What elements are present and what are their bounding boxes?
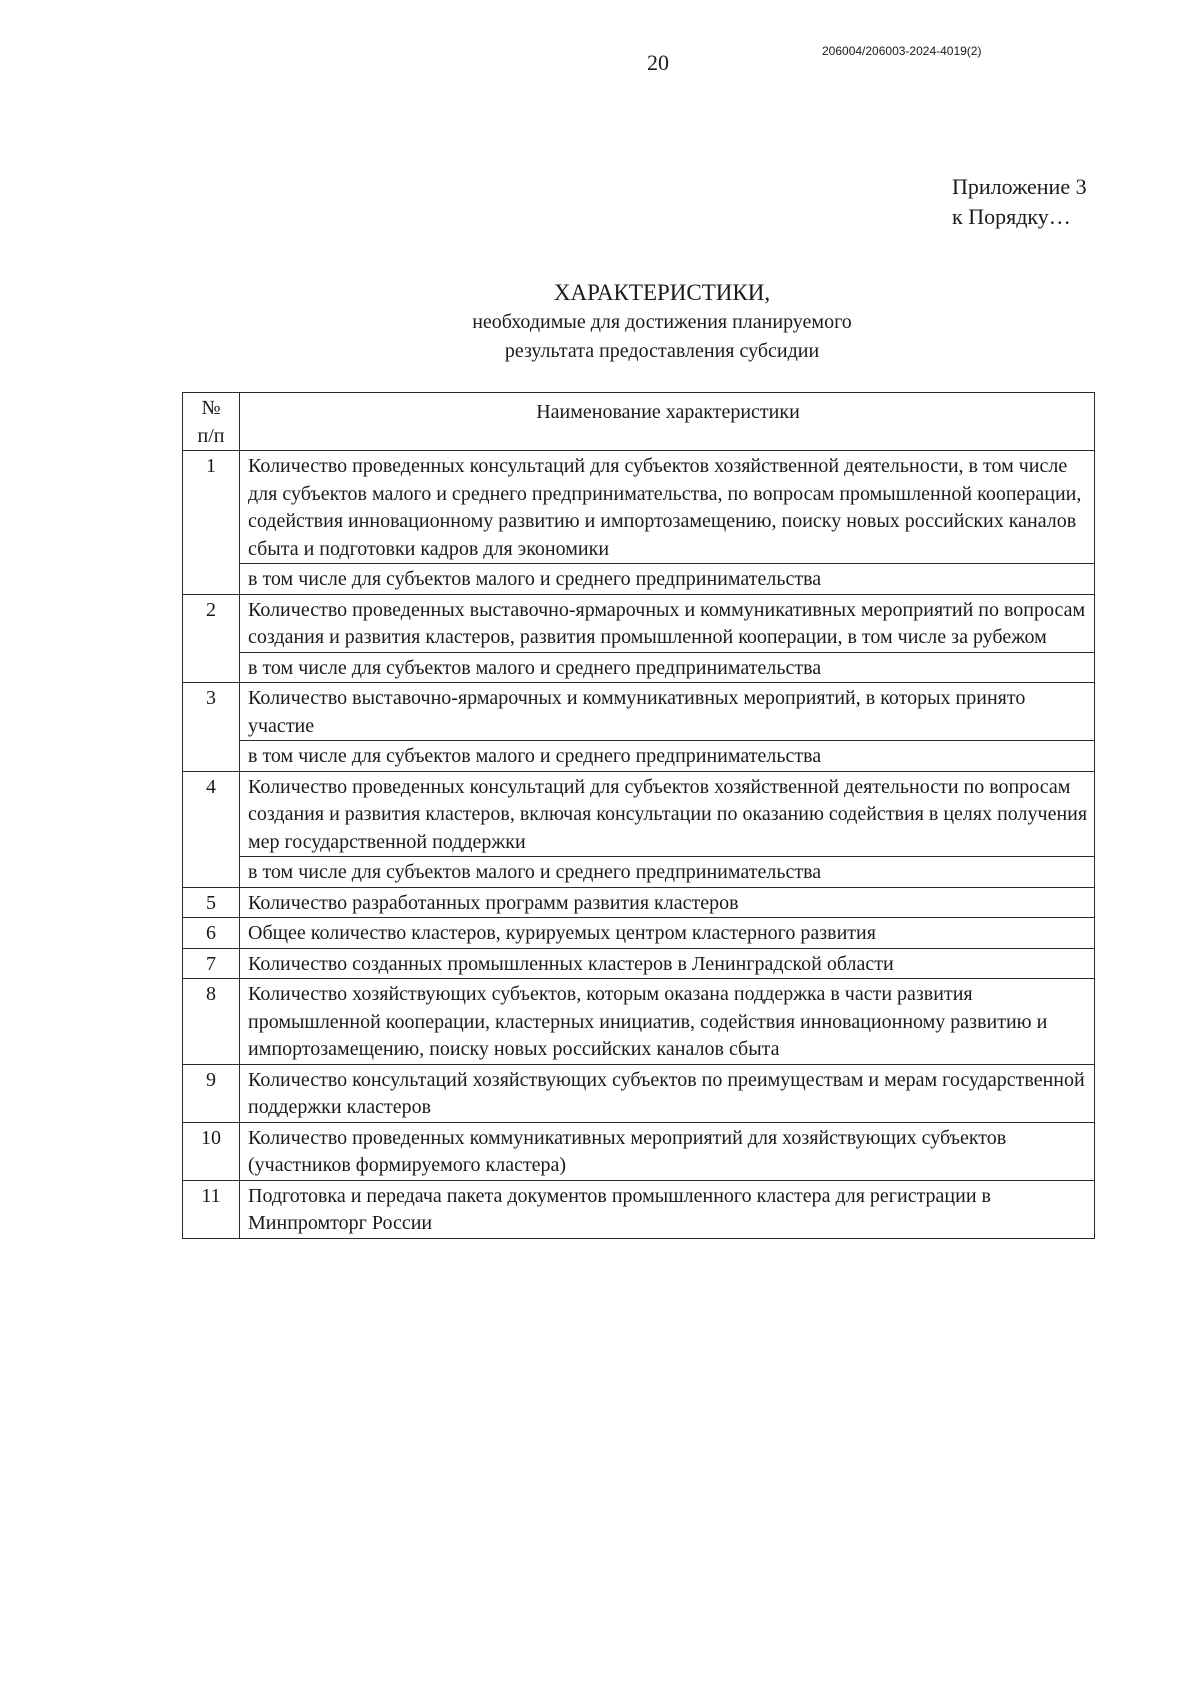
title-main: ХАРАКТЕРИСТИКИ, bbox=[553, 280, 771, 305]
document-title bbox=[292, 278, 1032, 366]
characteristic-name-cell: Количество проведенных консультаций для субъектов хозяйственной деятельности, в том числе для субъектов малого и среднего предпринимательства, по вопросам промышленной кооперации, содействия инновационному развитию и импортозамещению, поиску новых российских каналов сбыта и подготовки кадров для экономики bbox=[240, 451, 1095, 564]
appendix-reference bbox=[952, 172, 1087, 232]
characteristic-name-cell: Количество проведенных выставочно-ярмарочных и коммуникативных мероприятий по вопросам создания и развития кластеров, развития промышленной кооперации, в том числе за рубежом bbox=[240, 594, 1095, 652]
row-number-cell: 3 bbox=[183, 683, 240, 741]
table-header-row bbox=[183, 393, 1095, 451]
characteristic-name-cell: Подготовка и передача пакета документов промышленного кластера для регистрации в Минпромторг России bbox=[240, 1180, 1095, 1238]
table-subrow bbox=[183, 564, 1095, 595]
table-row bbox=[183, 594, 1095, 652]
table-row bbox=[183, 887, 1095, 918]
characteristics-table bbox=[182, 392, 1095, 1239]
table-subrow bbox=[183, 857, 1095, 888]
appendix-line-1: Приложение 3 bbox=[952, 174, 1087, 199]
table-subrow bbox=[183, 741, 1095, 772]
row-number-cell: 5 bbox=[183, 887, 240, 918]
subcategory-cell: в том числе для субъектов малого и среднего предпринимательства bbox=[240, 564, 1095, 595]
row-number-cell: 4 bbox=[183, 771, 240, 857]
row-number-cell: 1 bbox=[183, 451, 240, 564]
characteristic-name-cell: Количество выставочно-ярмарочных и коммуникативных мероприятий, в которых принято участие bbox=[240, 683, 1095, 741]
characteristic-name-cell: Количество проведенных коммуникативных мероприятий для хозяйствующих субъектов (участников формируемого кластера) bbox=[240, 1122, 1095, 1180]
table-row bbox=[183, 918, 1095, 949]
row-number-cell: 2 bbox=[183, 594, 240, 652]
subcategory-cell: в том числе для субъектов малого и среднего предпринимательства bbox=[240, 857, 1095, 888]
row-number-cell: 9 bbox=[183, 1064, 240, 1122]
table-row bbox=[183, 1064, 1095, 1122]
row-number-cell-continued bbox=[183, 857, 240, 888]
characteristic-name-cell: Количество консультаций хозяйствующих субъектов по преимуществам и мерам государственной поддержки кластеров bbox=[240, 1064, 1095, 1122]
row-number-cell: 11 bbox=[183, 1180, 240, 1238]
row-number-cell: 7 bbox=[183, 948, 240, 979]
row-number-cell-continued bbox=[183, 652, 240, 683]
table-row bbox=[183, 451, 1095, 564]
header-number-abbr: п/п bbox=[197, 424, 225, 447]
title-subtitle-line-1: необходимые для достижения планируемого bbox=[472, 311, 852, 333]
subcategory-cell: в том числе для субъектов малого и среднего предпринимательства bbox=[240, 741, 1095, 772]
header-number-symbol: № bbox=[201, 397, 221, 419]
table-subrow bbox=[183, 652, 1095, 683]
appendix-line-2: к Порядку… bbox=[952, 204, 1071, 229]
characteristic-name-cell: Количество разработанных программ развития кластеров bbox=[240, 887, 1095, 918]
characteristic-name-cell: Количество проведенных консультаций для субъектов хозяйственной деятельности по вопросам создания и развития кластеров, включая консультации по оказанию содействия в целях получения мер государственной поддержки bbox=[240, 771, 1095, 857]
row-number-cell: 8 bbox=[183, 979, 240, 1065]
title-subtitle-line-2: результата предоставления субсидии bbox=[504, 340, 820, 362]
document-code: 206004/206003-2024-4019(2) bbox=[822, 44, 982, 58]
row-number-cell-continued bbox=[183, 564, 240, 595]
header-number-cell bbox=[183, 393, 240, 451]
table-row bbox=[183, 1180, 1095, 1238]
page-number: 20 bbox=[647, 50, 669, 75]
header-name-cell: Наименование характеристики bbox=[240, 393, 1095, 451]
subcategory-cell: в том числе для субъектов малого и среднего предпринимательства bbox=[240, 652, 1095, 683]
table-row bbox=[183, 771, 1095, 857]
table-row bbox=[183, 683, 1095, 741]
row-number-cell: 10 bbox=[183, 1122, 240, 1180]
characteristic-name-cell: Общее количество кластеров, курируемых центром кластерного развития bbox=[240, 918, 1095, 949]
table-row bbox=[183, 1122, 1095, 1180]
row-number-cell: 6 bbox=[183, 918, 240, 949]
table-row bbox=[183, 979, 1095, 1065]
characteristic-name-cell: Количество созданных промышленных кластеров в Ленинградской области bbox=[240, 948, 1095, 979]
characteristic-name-cell: Количество хозяйствующих субъектов, которым оказана поддержка в части развития промышленной кооперации, кластерных инициатив, содействия инновационному развитию и импортозамещению, поиску новых российских каналов сбыта bbox=[240, 979, 1095, 1065]
row-number-cell-continued bbox=[183, 741, 240, 772]
table-row bbox=[183, 948, 1095, 979]
